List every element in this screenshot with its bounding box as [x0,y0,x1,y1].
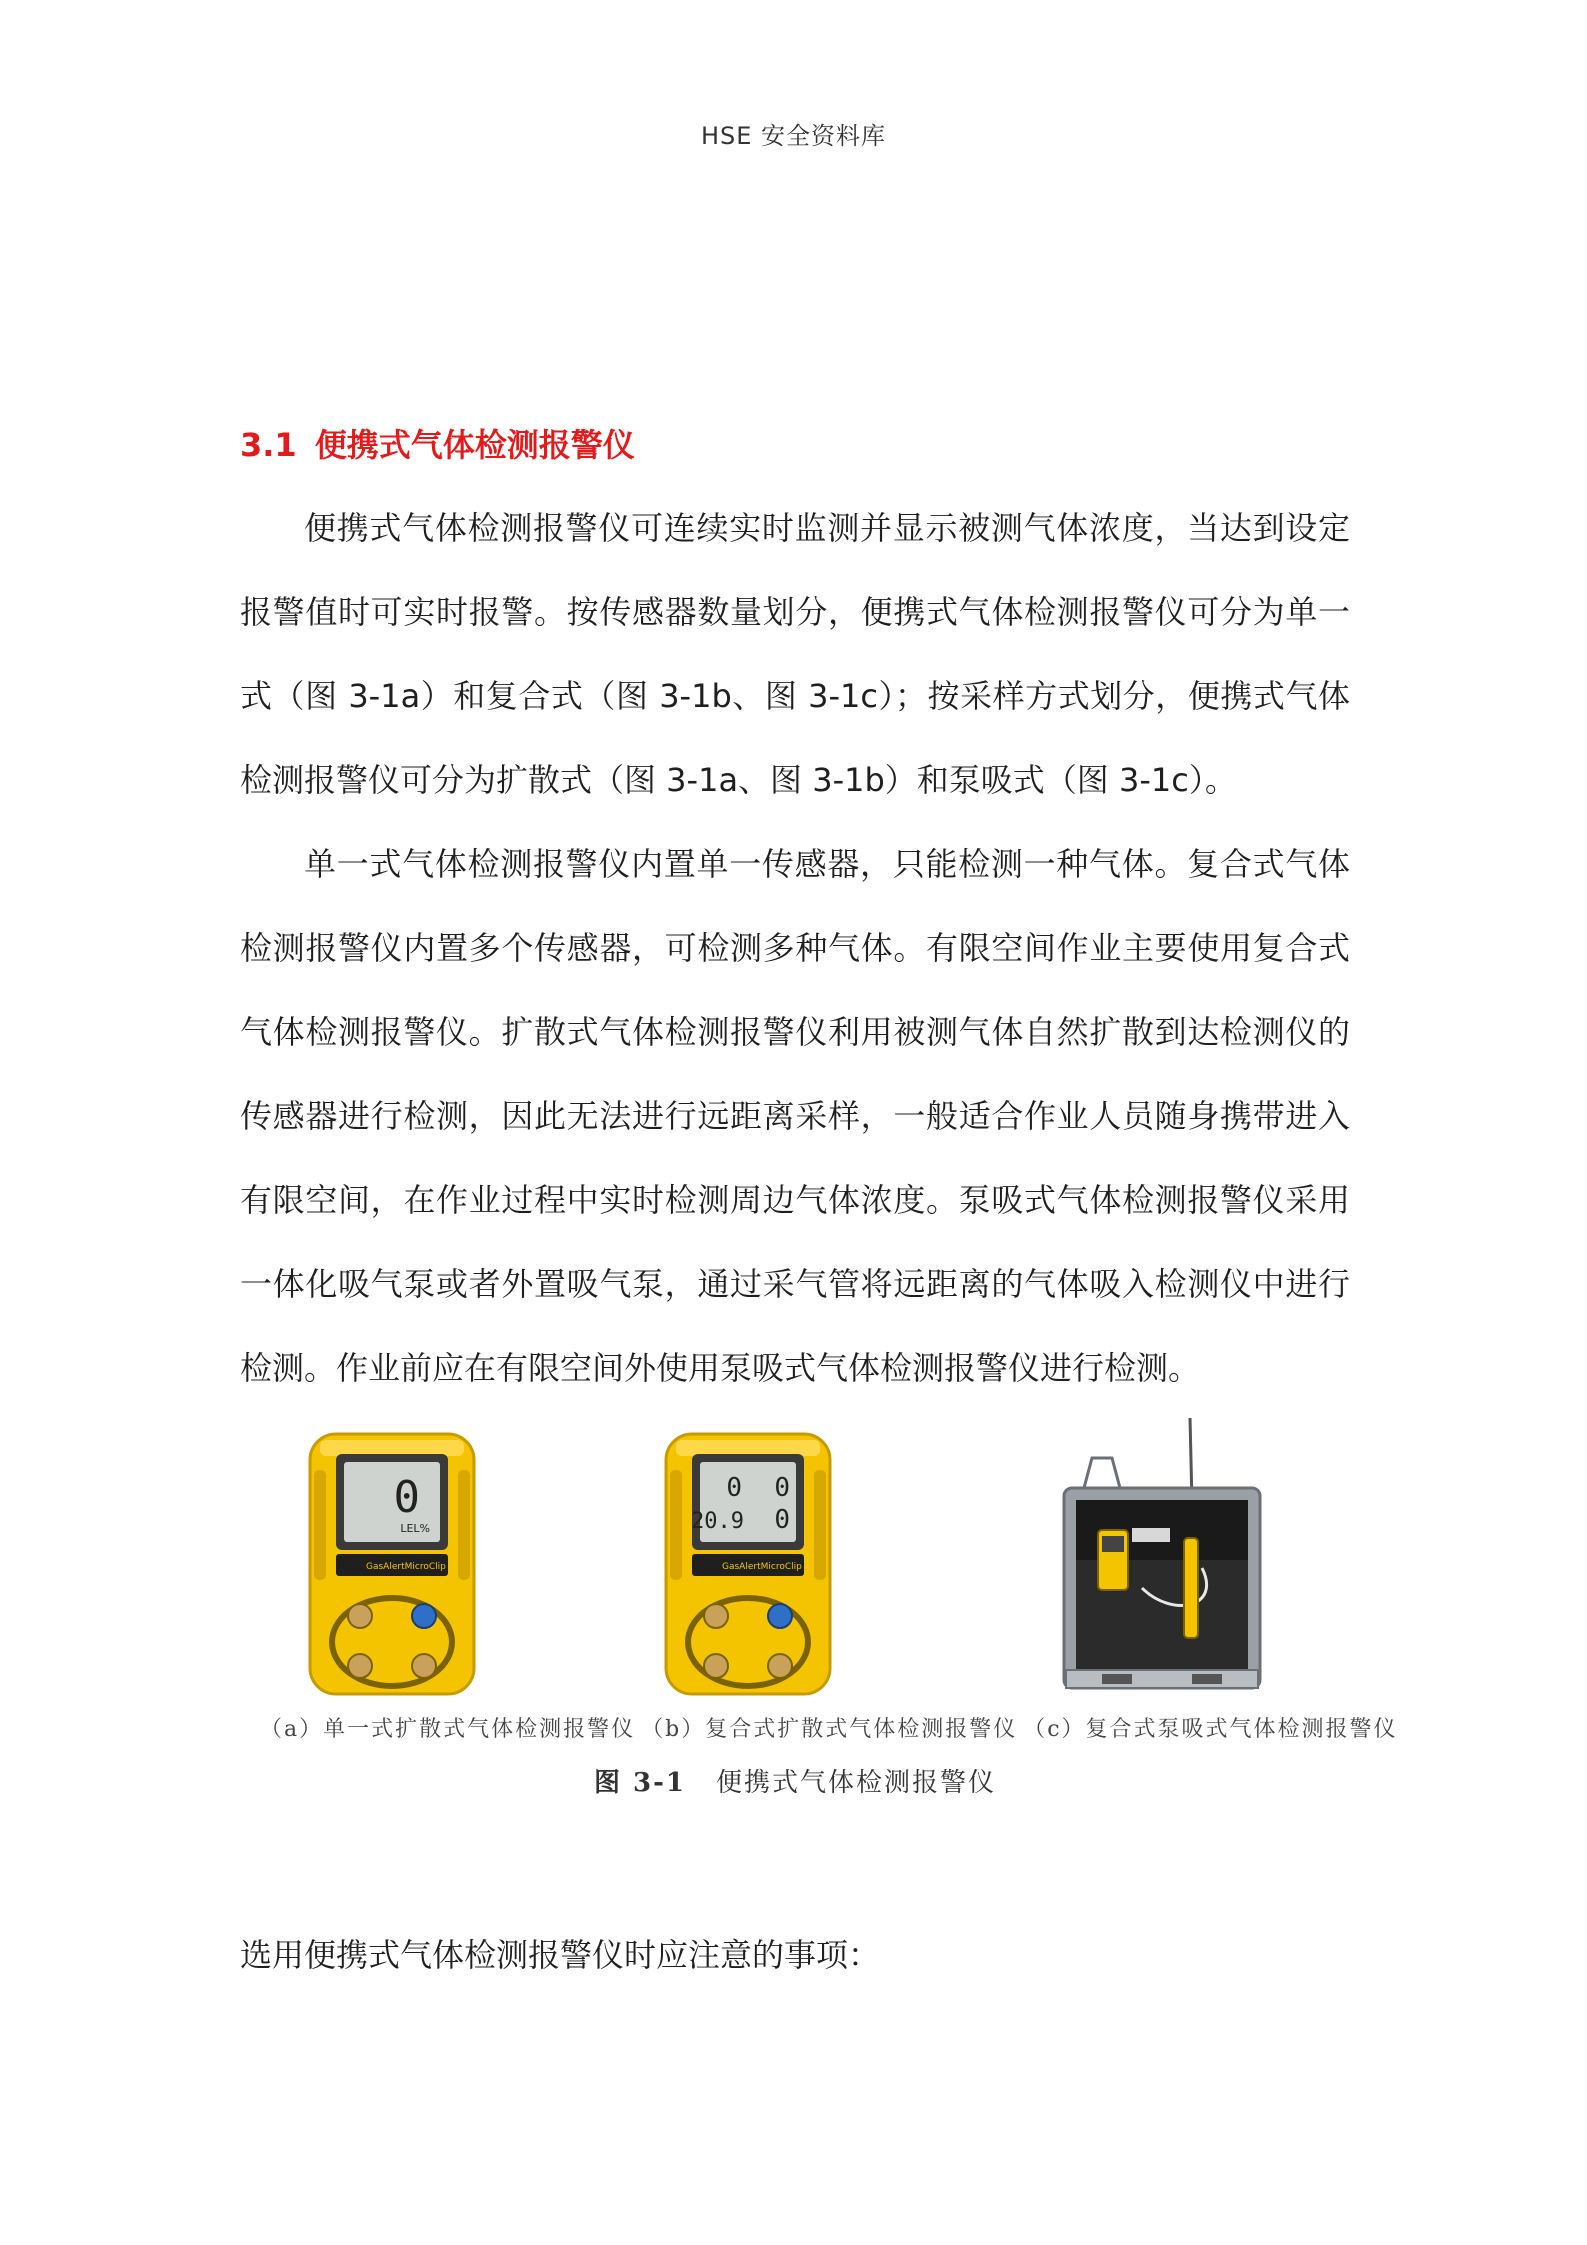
figure-title [240,1762,1350,1799]
section-heading [240,420,635,466]
page-header: HSE 安全资料库 [700,122,887,150]
figure-title-text: 便携式气体检测报警仪 [716,1768,997,1798]
svg-text:LEL%: LEL% [400,1522,430,1535]
closing-paragraph: 选用便携式气体检测报警仪时应注意的事项： [240,1936,881,1974]
section-number: 3.1 [240,426,297,464]
section-title: 便携式气体检测报警仪 [314,426,635,464]
svg-text:0: 0 [774,1473,790,1503]
pump-detector-case-image [1062,1418,1262,1698]
figure-number: 图 3-1 [593,1768,686,1798]
figure-images [240,1430,1350,1700]
multi-gas-detector-image [662,1430,834,1698]
paragraph-1: 便携式气体检测报警仪可连续实时监测并显示被测气体浓度，当达到设定报警值时可实时报警。按传感器数量划分，便携式气体检测报警仪可分为单一式（图 3-1a）和复合式（图 3-1b、图 3-1c）；按采样方式划分，便携式气体检测报警仪可分为扩散式（图 3-1a、图 3-1b）和泵吸式（图 3-1c）。 [240,509,1350,799]
svg-text:0: 0 [726,1473,742,1503]
figure-captions [260,1712,1398,1743]
svg-text:20.9: 20.9 [691,1509,744,1534]
caption-a: （a）单一式扩散式气体检测报警仪 [260,1717,636,1742]
svg-text:0: 0 [393,1472,420,1523]
caption-b: （b）复合式扩散式气体检测报警仪 [641,1717,1018,1742]
svg-text:GasAlertMicroClip: GasAlertMicroClip [722,1562,802,1572]
paragraph-2: 单一式气体检测报警仪内置单一传感器，只能检测一种气体。复合式气体检测报警仪内置多个传感器，可检测多种气体。有限空间作业主要使用复合式气体检测报警仪。扩散式气体检测报警仪利用被测气体自然扩散到达检测仪的传感器进行检测，因此无法进行远距离采样，一般适合作业人员随身携带进入有限空间，在作业过程中实时检测周边气体浓度。泵吸式气体检测报警仪采用一体化吸气泵或者外置吸气泵，通过采气管将远距离的气体吸入检测仪中进行检测。作业前应在有限空间外使用泵吸式气体检测报警仪进行检测。 [240,845,1350,1387]
caption-c: （c）复合式泵吸式气体检测报警仪 [1023,1717,1398,1742]
svg-text:GasAlertMicroClip: GasAlertMicroClip [366,1562,446,1572]
single-gas-detector-image [306,1430,478,1698]
svg-text:0: 0 [774,1505,790,1535]
